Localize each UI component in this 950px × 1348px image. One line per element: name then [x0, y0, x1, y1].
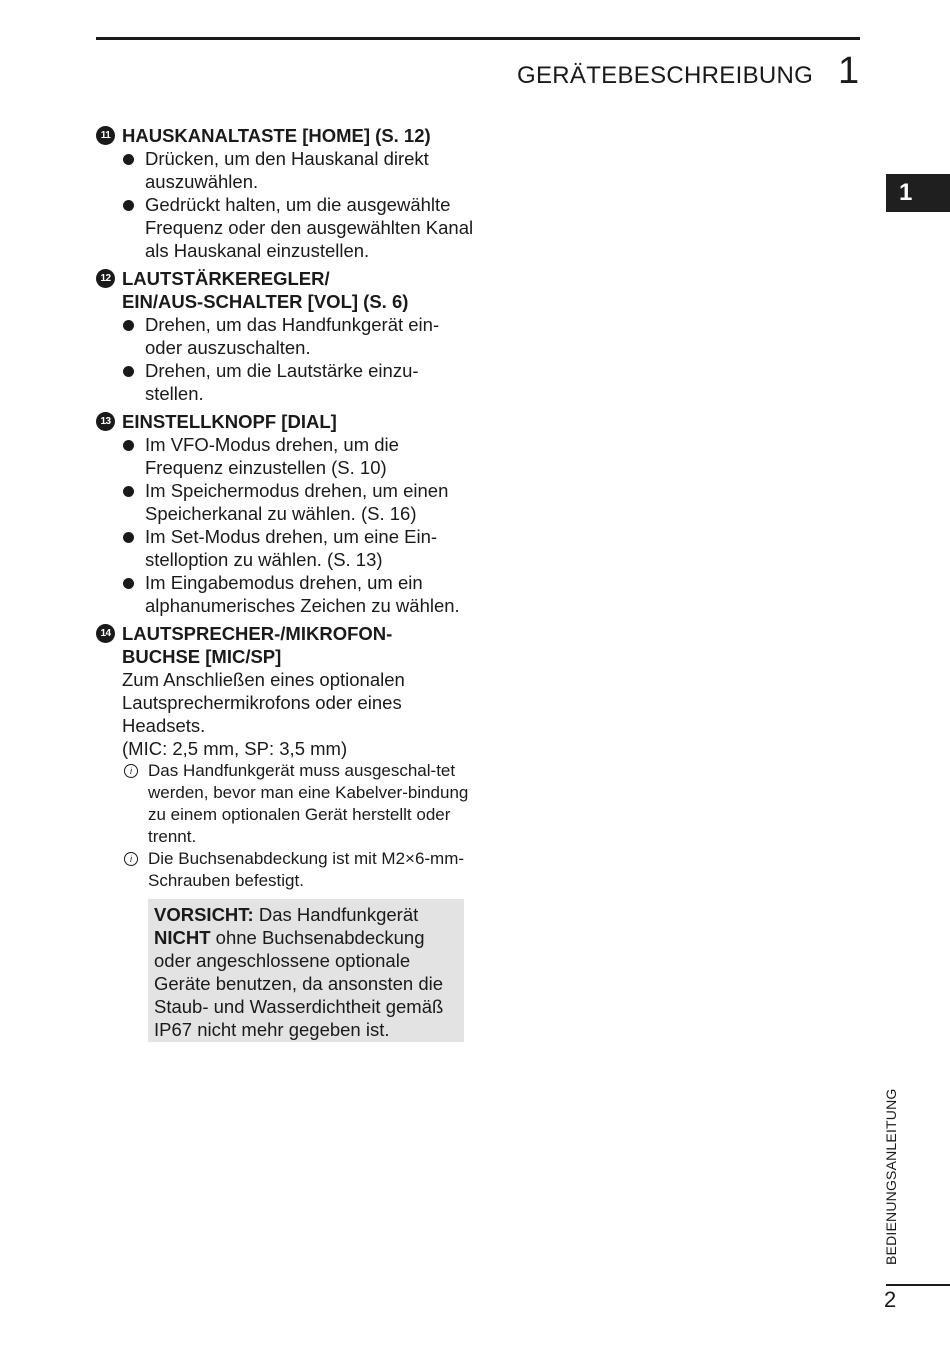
note-text: Die Buchsenabdeckung ist mit M2×6-mm-Schrauben befestigt. [148, 849, 465, 890]
header-rule [96, 37, 860, 40]
info-icon: i [124, 852, 138, 866]
chapter-number: 1 [838, 50, 860, 92]
manual-side-label: BEDIENUNGSANLEITUNG [883, 1088, 899, 1265]
caution-box [148, 899, 464, 1042]
section-volume-control [96, 267, 476, 405]
footer-rule [886, 1284, 950, 1286]
section-title: EINSTELLKNOPF [DIAL] [122, 411, 337, 432]
list-item: Im Speichermodus drehen, um einen Speicherkanal zu wählen. (S. 16) [96, 479, 476, 525]
circled-number-icon: 13 [96, 412, 115, 431]
section-title-line: LAUTSPRECHER-/MIKROFON- [122, 623, 393, 644]
circled-number-icon: 12 [96, 269, 115, 288]
section-title-line: BUCHSE [MIC/SP] [122, 646, 282, 667]
caution-text: Das Handfunkgerät [258, 904, 419, 925]
section-body: Zum Anschließen eines optionalen Lautsprechermikrofons oder eines Headsets. [122, 669, 405, 736]
bullet-list [96, 433, 476, 617]
list-item: Im Set-Modus drehen, um eine Ein-stelloption zu wählen. (S. 13) [96, 525, 476, 571]
note-text: Das Handfunkgerät muss ausgeschal-tet werden, bevor man eine Kabelver-bindung zu einem optionalen Gerät herstellt oder trennt. [148, 761, 469, 846]
list-item: Drehen, um das Handfunkgerät ein-oder auszuschalten. [96, 313, 476, 359]
section-dial [96, 410, 476, 617]
bullet-list [96, 147, 476, 262]
circled-number-icon: 14 [96, 624, 115, 643]
section-heading [96, 622, 476, 668]
note-item [96, 848, 476, 892]
list-item: Drehen, um die Lautstärke einzu-stellen. [96, 359, 476, 405]
caution-emphasis: NICHT [154, 927, 211, 948]
caution-text: ohne Buchsenabdeckung oder angeschlossene optionale Geräte benutzen, da ansonsten die Staub- und Wasserdichtheit gemäß IP67 nicht mehr gegeben ist. [154, 927, 444, 1040]
note-item [96, 760, 476, 848]
jack-spec: (MIC: 2,5 mm, SP: 3,5 mm) [122, 738, 348, 759]
list-item: Im Eingabemodus drehen, um ein alphanumerisches Zeichen zu wählen. [96, 571, 476, 617]
list-item: Gedrückt halten, um die ausgewählte Frequenz oder den ausgewählten Kanal als Hauskanal einzustellen. [96, 193, 476, 262]
list-item: Im VFO-Modus drehen, um die Frequenz einzustellen (S. 10) [96, 433, 476, 479]
section-title-line: LAUTSTÄRKEREGLER/ [122, 268, 330, 289]
circled-number-icon: 11 [96, 126, 115, 145]
section-heading [96, 124, 476, 147]
main-content [96, 124, 476, 1047]
note-list [96, 760, 476, 892]
chapter-title: GERÄTEBESCHREIBUNG [517, 62, 814, 89]
section-heading [96, 410, 476, 433]
page-number: 2 [884, 1287, 897, 1312]
caution-label: VORSICHT: [154, 904, 254, 925]
section-title-line: EIN/AUS-SCHALTER [VOL] (S. 6) [122, 291, 409, 312]
list-item: Drücken, um den Hauskanal direkt auszuwählen. [96, 147, 476, 193]
section-mic-sp-jack [96, 622, 476, 1042]
section-heading [96, 267, 476, 313]
section-home-key [96, 124, 476, 262]
section-title: HAUSKANALTASTE [HOME] (S. 12) [122, 125, 431, 146]
info-icon: i [124, 764, 138, 778]
chapter-side-tab[interactable]: 1 [886, 174, 950, 212]
bullet-list [96, 313, 476, 405]
